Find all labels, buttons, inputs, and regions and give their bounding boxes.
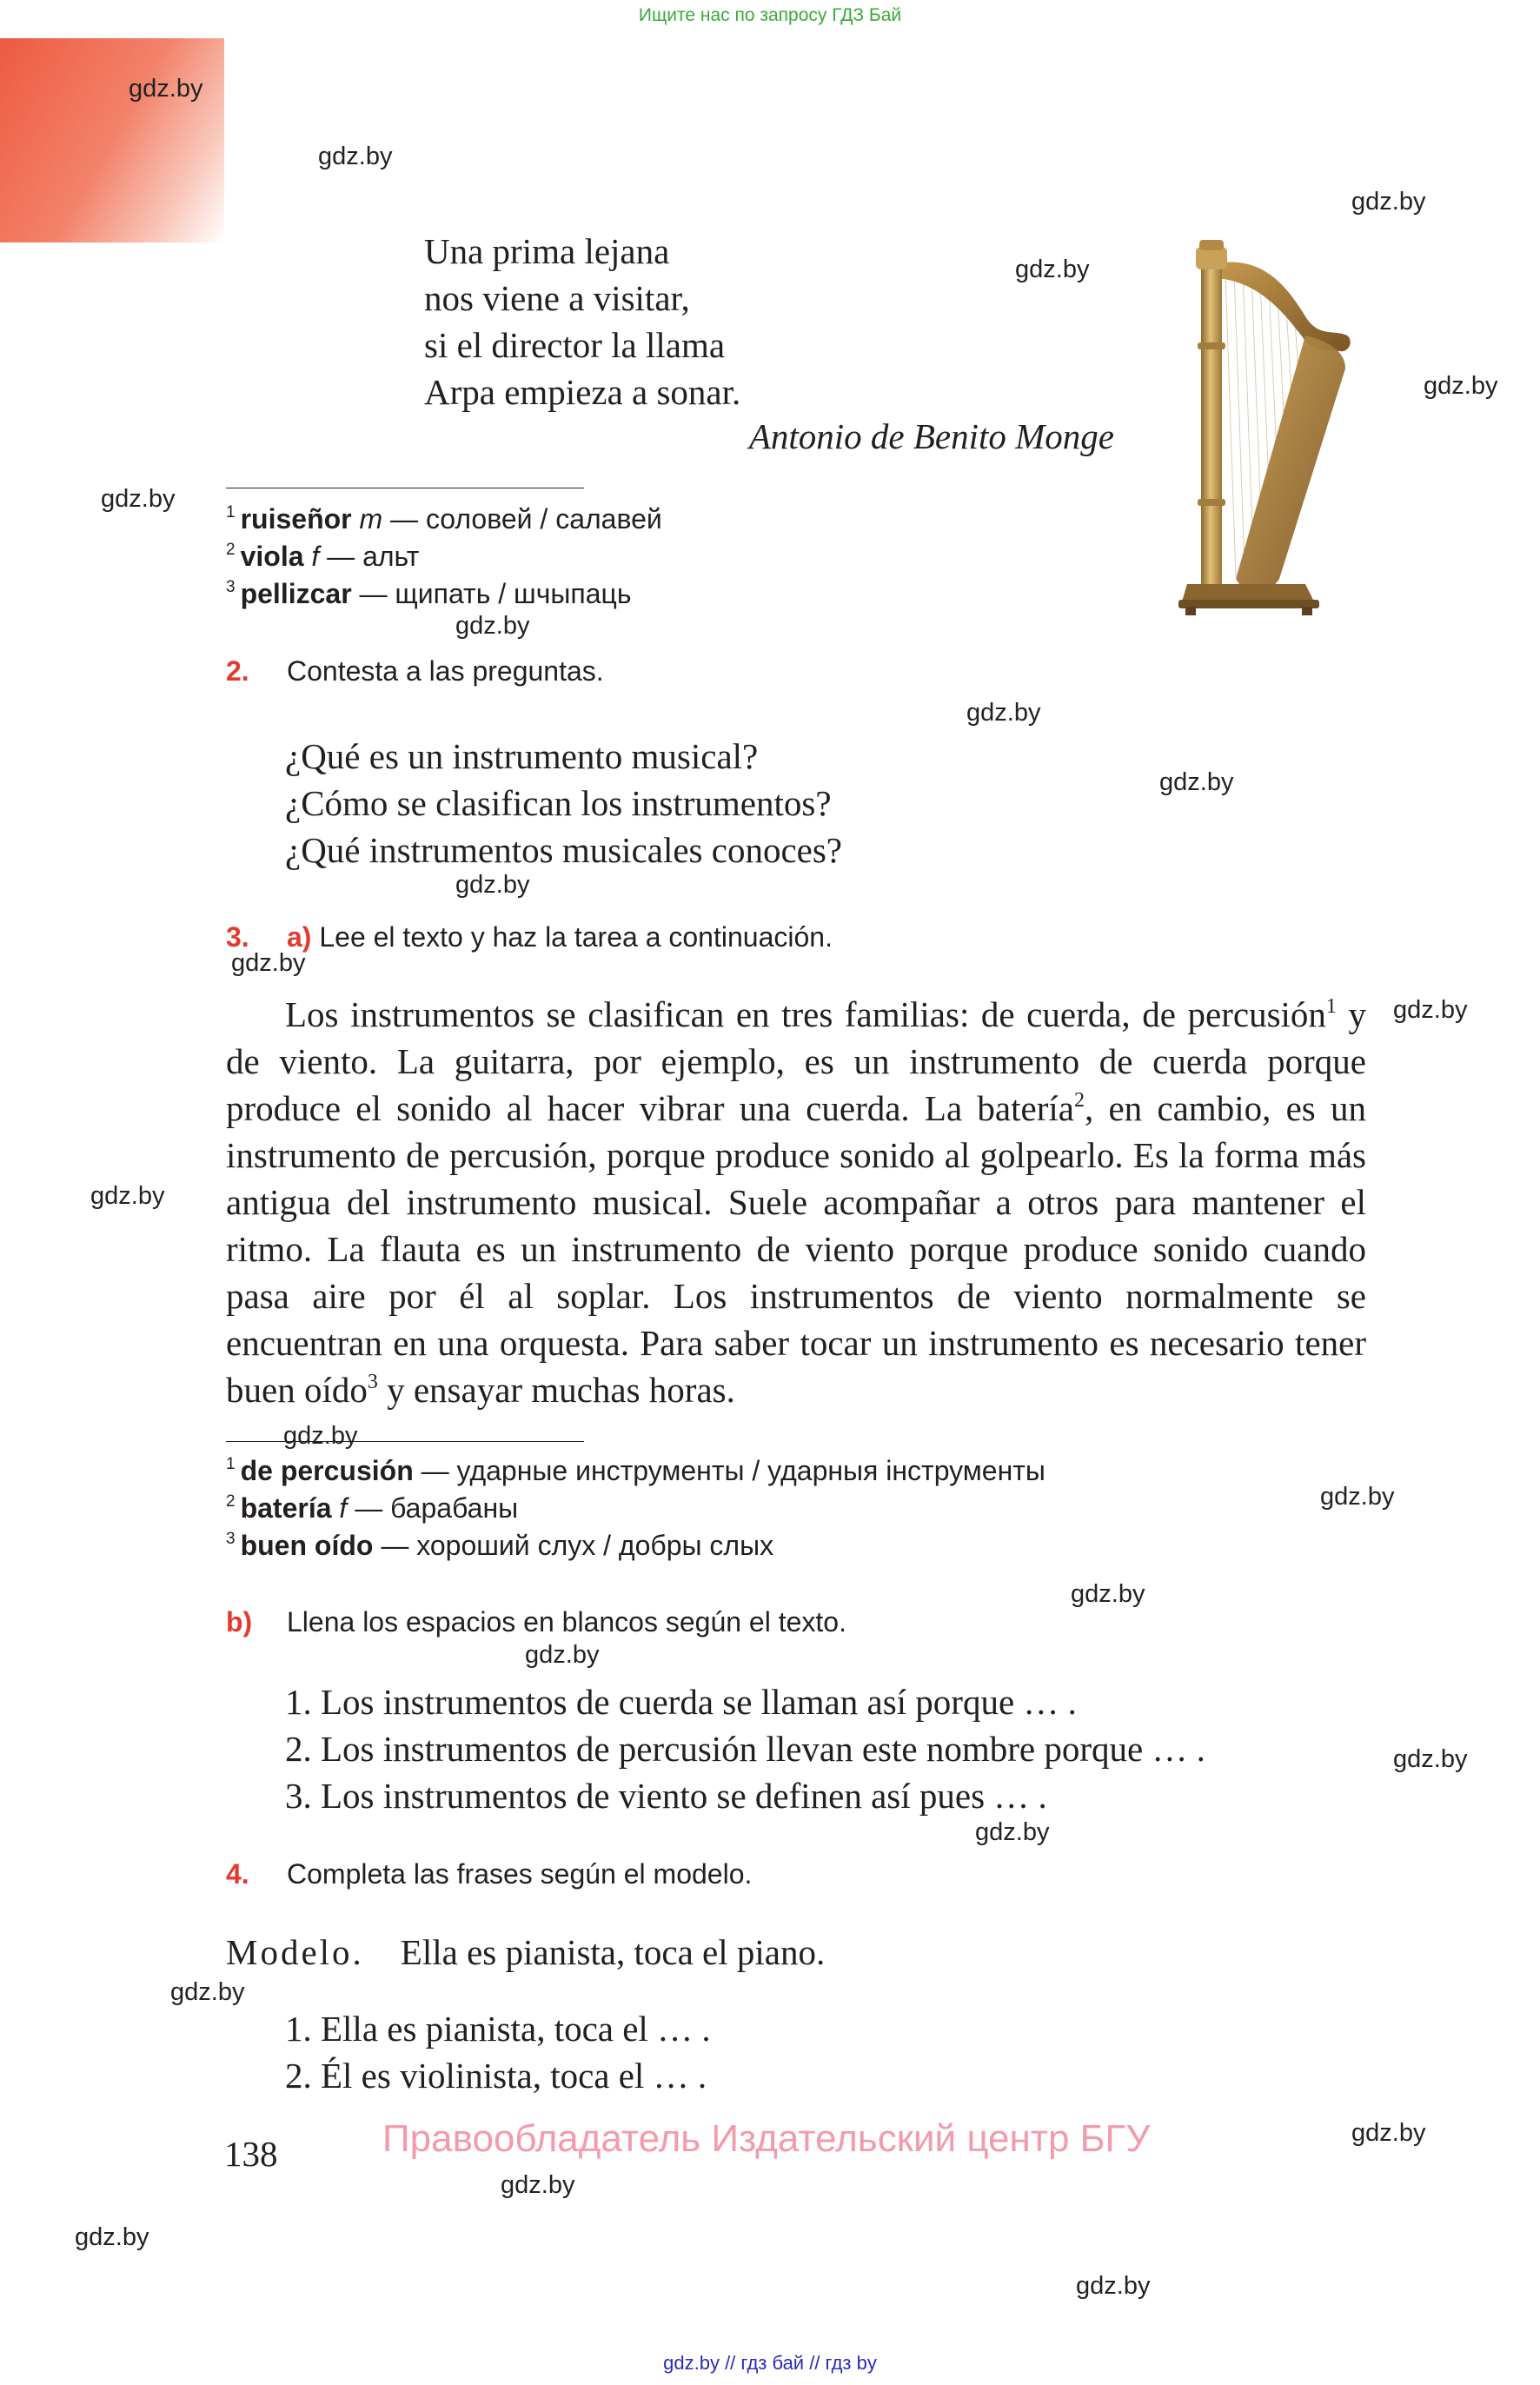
watermark: gdz.by — [455, 612, 530, 640]
exercise-instruction: Completa las frases según el modelo. — [287, 1858, 753, 1890]
watermark: gdz.by — [1320, 1483, 1395, 1511]
watermark: gdz.by — [231, 949, 306, 977]
exercise-number: 3. — [226, 921, 249, 953]
question: ¿Qué es un instrumento musical? — [285, 736, 759, 776]
watermark: gdz.by — [283, 1422, 358, 1450]
footnote: $^1$ ruiseñor m — соловей / салавей — [226, 503, 662, 535]
watermark: gdz.by — [129, 75, 203, 103]
watermark: gdz.by — [90, 1182, 165, 1210]
exercise-instruction: Contesta a las preguntas. — [287, 655, 604, 687]
watermark: gdz.by — [318, 143, 393, 170]
footnote: $^1$ de percusión — ударные инструменты / ударныя інструменты — [226, 1455, 1045, 1486]
footnote-rule — [226, 1441, 584, 1442]
exercise-number: 4. — [226, 1858, 249, 1890]
list-item: 1. Los instrumentos de cuerda se llaman así porque … . — [285, 1682, 1077, 1722]
watermark: gdz.by — [1071, 1580, 1145, 1608]
corner-color-tab — [0, 38, 224, 242]
subtask-label: a) — [287, 921, 312, 953]
question: ¿Qué instrumentos musicales conoces? — [285, 830, 843, 870]
exercise-number: 2. — [226, 655, 249, 687]
watermark: gdz.by — [101, 485, 176, 513]
question: ¿Cómo se clasifican los instrumentos? — [285, 783, 832, 823]
watermark: gdz.by — [170, 1978, 245, 2006]
poem-line: Una prima lejana — [424, 231, 670, 271]
model-example: Modelo. Ella es pianista, toca el piano. — [226, 1932, 826, 1972]
top-banner[interactable]: Ищите нас по запросу ГДЗ Бай — [638, 5, 902, 25]
watermark: gdz.by — [975, 1818, 1050, 1846]
watermark: gdz.by — [1351, 188, 1426, 216]
footnote: $^2$ batería f — барабаны — [226, 1492, 519, 1524]
exercise-instruction: a) Lee el texto y haz la tarea a continuación. — [287, 921, 833, 953]
page-number: 138 — [224, 2134, 278, 2174]
watermark: gdz.by — [455, 871, 530, 899]
copyright-notice: Правообладатель Издательский центр БГУ — [382, 2117, 1151, 2160]
watermark: gdz.by — [525, 1641, 600, 1669]
exercise-instruction: Llena los espacios en blancos según el texto. — [287, 1606, 846, 1638]
watermark: gdz.by — [1159, 768, 1234, 796]
watermark: gdz.by — [75, 2223, 149, 2251]
watermark: gdz.by — [1351, 2119, 1426, 2147]
footnote: $^2$ viola f — альт — [226, 541, 420, 572]
watermark: gdz.by — [966, 699, 1041, 727]
poem-line: Arpa empieza a sonar. — [424, 372, 741, 412]
list-item: 1. Ella es pianista, toca el … . — [285, 2009, 711, 2049]
poem — [424, 228, 740, 415]
poem-line: nos viene a visitar, — [424, 278, 690, 318]
watermark: gdz.by — [1015, 256, 1090, 283]
poem-line: si el director la llama — [424, 325, 726, 365]
bottom-links[interactable]: gdz.by // гдз бай // гдз by — [663, 2352, 877, 2374]
poem-author: Antonio de Benito Monge — [748, 416, 1114, 456]
watermark: gdz.by — [501, 2171, 575, 2199]
watermark: gdz.by — [1393, 996, 1468, 1024]
footnote: $^3$ buen oído — хороший слух / добры слых — [226, 1530, 774, 1561]
harp-illustration — [1175, 238, 1357, 621]
footnote: $^3$ pellizcar — щипать / шчыпаць — [226, 578, 632, 609]
list-item: 3. Los instrumentos de viento se definen así pues … . — [285, 1776, 1047, 1816]
watermark: gdz.by — [1424, 372, 1498, 400]
list-item: 2. Los instrumentos de percusión llevan este nombre porque … . — [285, 1729, 1205, 1769]
reading-text: Los instrumentos se clasifican en tres familias: de cuerda, de percusión$^1$ y de viento. La guitarra, por ejemplo, es un instrumento de cuerda porque produce el sonido al hacer vibrar una cuerda. La batería$^2$, en cambio, es un instrumento de percusión, porque produce sonido al golpearlo. Es la forma más antigua del instrumento musical. Suele acompañar a otros para mantener el ritmo. La flauta es un instrumento de viento porque produce sonido cuando pasa aire por él al soplar. Los instrumentos de viento normalmente se encuentran en una orquesta. Para saber tocar un instrumento es necesario tener buen oído$^3$ y ensayar muchas horas. — [226, 994, 1366, 1410]
subtask-label: b) — [226, 1606, 253, 1638]
list-item: 2. Él es violinista, toca el … . — [285, 2056, 707, 2096]
watermark: gdz.by — [1076, 2272, 1151, 2300]
watermark: gdz.by — [1393, 1745, 1468, 1773]
